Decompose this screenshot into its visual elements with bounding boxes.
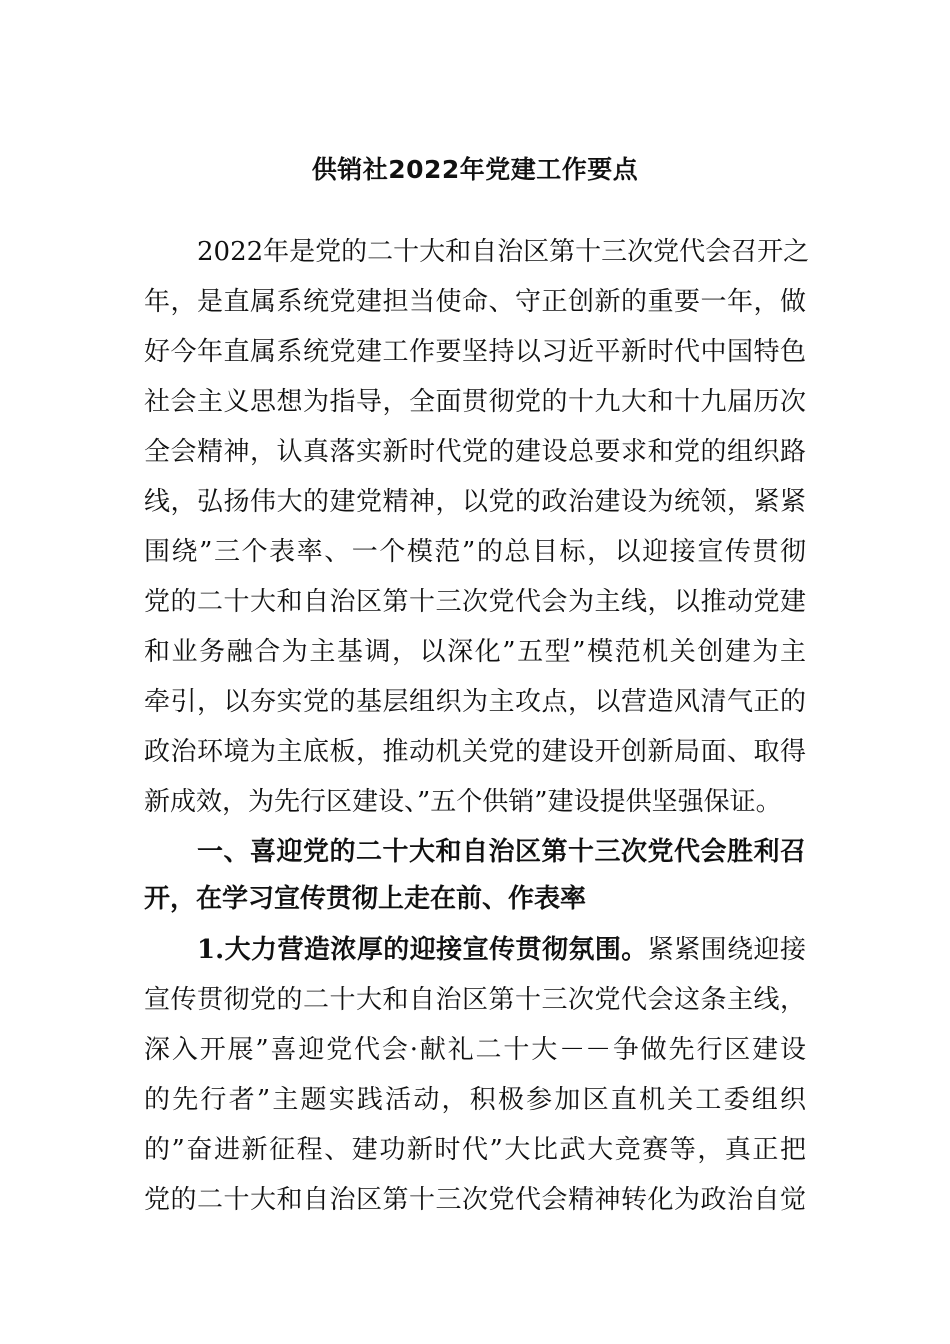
section-heading: 一、喜迎党的二十大和自治区第十三次党代会胜利召 — [197, 837, 806, 867]
item-text: 紧紧围绕迎接 — [647, 935, 806, 965]
item-line: 的”奋进新征程、建功新时代”大比武大竞赛等，真正把 — [144, 1135, 806, 1165]
item-first-line — [197, 925, 806, 975]
intro-line: 全会精神，认真落实新时代党的建设总要求和党的组织路 — [144, 437, 806, 467]
document-title: 供销社2022年党建工作要点 — [311, 155, 639, 184]
item-line: 深入开展”喜迎党代会·献礼二十大－－争做先行区建设 — [144, 1035, 806, 1065]
intro-line: 围绕”三个表率、一个模范”的总目标，以迎接宣传贯彻 — [144, 537, 806, 567]
item-line: 宣传贯彻党的二十大和自治区第十三次党代会这条主线， — [144, 985, 806, 1015]
intro-line: 社会主义思想为指导，全面贯彻党的十九大和十九届历次 — [144, 387, 806, 417]
intro-line: 新成效，为先行区建设、”五个供销”建设提供坚强保证。 — [144, 787, 782, 817]
intro-line: 党的二十大和自治区第十三次党代会为主线，以推动党建 — [144, 587, 806, 617]
intro-line: 2022年是党的二十大和自治区第十三次党代会召开之 — [197, 237, 810, 267]
intro-line: 和业务融合为主基调，以深化”五型”模范机关创建为主 — [144, 637, 806, 667]
section-heading: 开，在学习宣传贯彻上走在前、作表率 — [144, 884, 587, 914]
intro-line: 线，弘扬伟大的建党精神，以党的政治建设为统领，紧紧 — [144, 487, 806, 517]
item-lead: 1.大力营造浓厚的迎接宣传贯彻氛围。 — [197, 935, 648, 965]
intro-line: 年，是直属系统党建担当使命、守正创新的重要一年，做 — [144, 287, 806, 317]
intro-line: 牵引，以夯实党的基层组织为主攻点，以营造风清气正的 — [144, 687, 806, 717]
item-line: 的先行者”主题实践活动，积极参加区直机关工委组织 — [144, 1085, 806, 1115]
intro-line: 政治环境为主底板，推动机关党的建设开创新局面、取得 — [144, 737, 806, 767]
item-line: 党的二十大和自治区第十三次党代会精神转化为政治自觉 — [144, 1185, 806, 1215]
intro-line: 好今年直属系统党建工作要坚持以习近平新时代中国特色 — [144, 337, 806, 367]
